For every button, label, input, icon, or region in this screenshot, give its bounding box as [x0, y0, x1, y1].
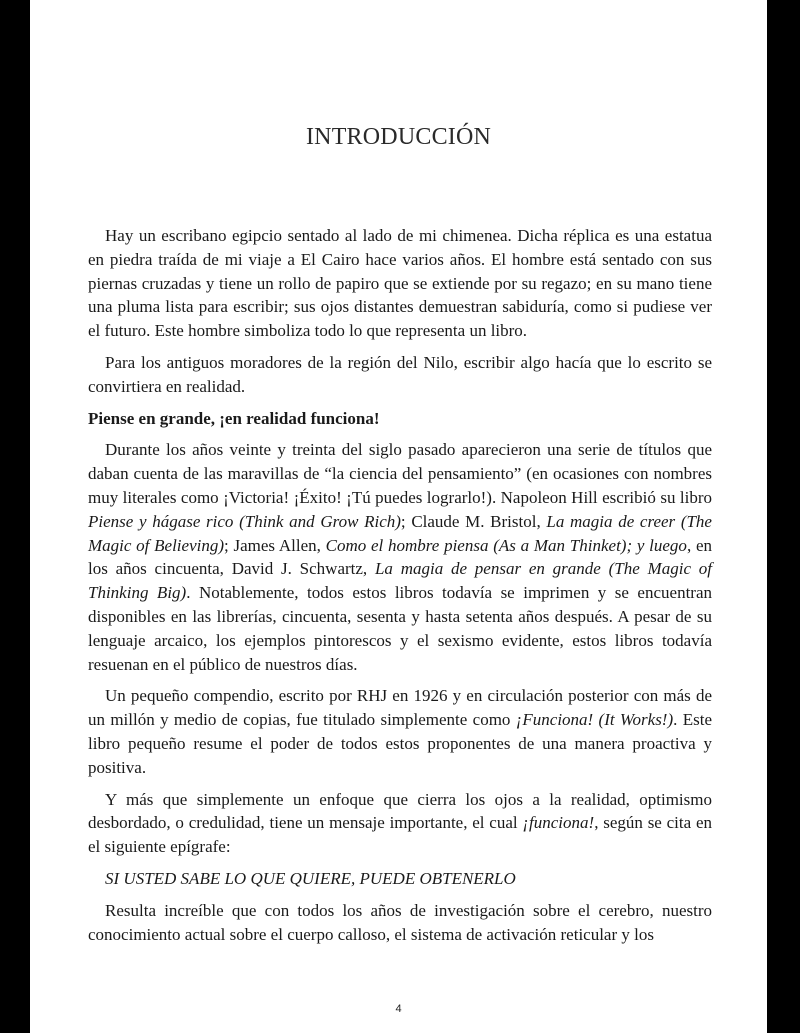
paragraph-1: Hay un escribano egipcio sentado al lado de mi chimenea. Dicha réplica es una estatua en piedra traída de mi viaje a El Cairo hace varios años. El hombre está sentado con sus piernas cruzadas y tiene un rollo de papiro que se extiende por su regazo; en su mano tiene una pluma lista para escribir; sus ojos distantes demuestran sabiduría, como si pudiese ver el futuro. Este hombre simboliza todo lo que representa un libro.	[88, 226, 712, 341]
text-span: , según se cita en el siguiente epígrafe:	[88, 813, 713, 857]
text-span: Y más que simplemente un enfoque que cierra los ojos a la realidad, optimismo desbordado, o credulidad, tiene un mensaje importante, el cual	[88, 789, 712, 833]
text-span: . Notablemente, todos estos libros todavía se imprimen y se encuentran disponibles en las librerías, cincuenta, sesenta y hasta setenta años después. A pesar de su lenguaje arcaico, los ejemplos pintorescos y el sexismo evidente, estos libros todavía resuenan en el público de nuestros días.	[88, 583, 712, 674]
text-span: . Este libro pequeño resume el poder de todos estos proponentes de una manera proactiva y positiva.	[88, 710, 712, 777]
paragraph-3	[88, 438, 712, 676]
body-text	[88, 224, 712, 954]
paragraph-5	[88, 788, 712, 859]
text-span: ; James Allen,	[224, 535, 326, 555]
text-span: , en los años cincuenta, David J. Schwartz,	[88, 535, 712, 579]
epigraph: SI USTED SABE LO QUE QUIERE, PUEDE OBTENERLO	[105, 868, 516, 888]
text-span: Un pequeño compendio, escrito por RHJ en 1926 y en circulación posterior con más de un millón y medio de copias, fue titulado simplemente como	[88, 686, 712, 730]
section-heading: Piense en grande, ¡en realidad funciona!	[88, 408, 380, 428]
text-span: Durante los años veinte y treinta del siglo pasado aparecieron una serie de títulos que daban cuenta de las maravillas de “la ciencia del pensamiento” (en ocasiones con nombres muy literales como ¡Victoria! ¡Éxito! ¡Tú puedes lograrlo!). Napoleon Hill escribió su libro	[88, 440, 712, 507]
text-span: ; Claude M. Bristol,	[400, 511, 547, 531]
paragraph-6: Resulta increíble que con todos los años de investigación sobre el cerebro, nuestro conocimiento actual sobre el cuerpo calloso, el sistema de activación reticular y los	[88, 900, 712, 944]
book-title: La magia de creer (The Magic of Believing)	[88, 511, 712, 555]
book-title: Piense y hágase rico (Think and Grow Rich)	[88, 511, 401, 531]
page-number: 4	[395, 1003, 402, 1015]
paragraph-4	[88, 684, 712, 779]
book-title: La magia de pensar en grande (The Magic of Thinking Big)	[88, 559, 712, 603]
paragraph-2: Para los antiguos moradores de la región del Nilo, escribir algo hacía que lo escrito se convirtiera en realidad.	[88, 352, 712, 396]
emphasis: ¡funciona!	[522, 813, 595, 833]
document-page	[30, 0, 767, 1033]
book-title: ¡Funciona! (It Works!)	[515, 710, 674, 730]
chapter-title: INTRODUCCIÓN	[305, 124, 492, 150]
book-title: Como el hombre piensa (As a Man Thinket); y luego	[325, 535, 687, 555]
